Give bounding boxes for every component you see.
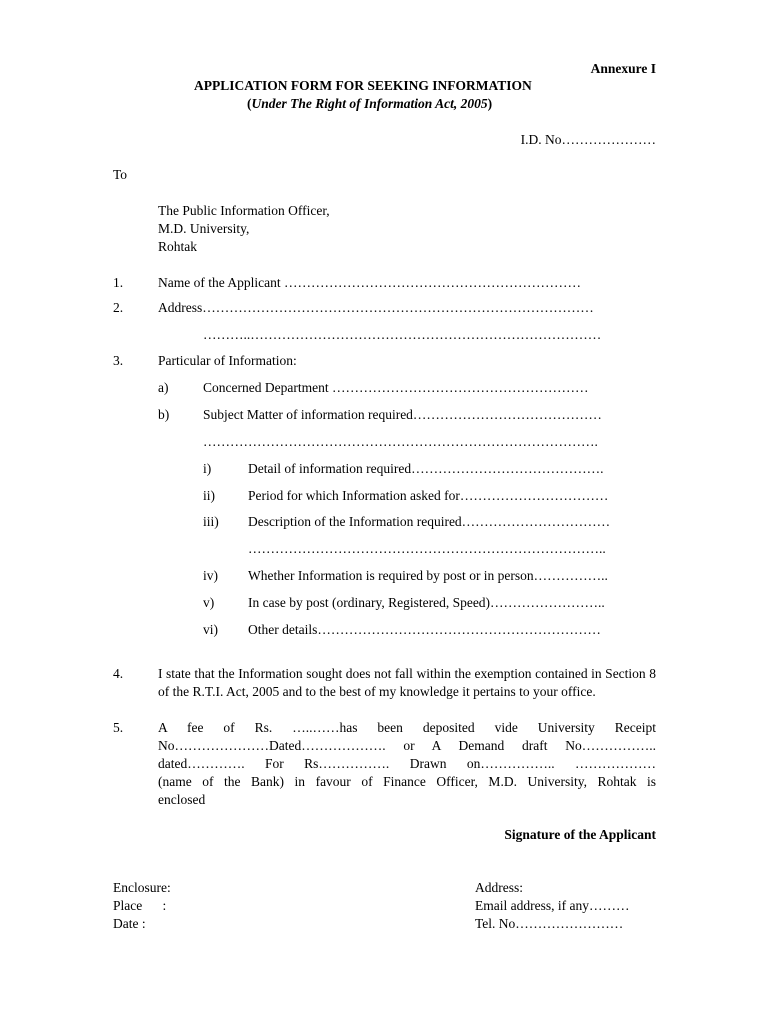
subtitle-paren-open: ( (247, 96, 252, 111)
sub-label-a: a) (158, 380, 169, 395)
email-field: Email address, if any……… (475, 898, 630, 913)
form-title: APPLICATION FORM FOR SEEKING INFORMATION (194, 78, 532, 93)
fee-line-4: (name of the Bank) in favour of Finance Officer, M.D. University, Rohtak is (158, 774, 656, 789)
annexure-label: Annexure I (590, 61, 656, 76)
footer-address-label: Address: (475, 880, 523, 895)
place-label: Place : (113, 898, 167, 913)
addressee-line-3: Rohtak (158, 239, 197, 254)
sub-label-iv: iv) (203, 568, 218, 583)
signature-label: Signature of the Applicant (504, 827, 656, 842)
post-or-person-field: Whether Information is required by post or in person…………….. (248, 568, 608, 583)
subject-matter-field: Subject Matter of information required…………………………………… (203, 407, 602, 422)
fee-line-3: dated…………. For Rs……………. Drawn on…………….. ……………… (158, 756, 656, 771)
form-subtitle (247, 95, 492, 113)
fee-line-5: enclosed (158, 792, 206, 807)
subtitle-text: Under The Right of Information Act, 2005 (251, 96, 488, 111)
post-type-field: In case by post (ordinary, Registered, Speed)…………………….. (248, 595, 605, 610)
particular-heading: Particular of Information: (158, 353, 297, 368)
enclosure-label: Enclosure: (113, 880, 171, 895)
item-number-3: 3. (113, 353, 124, 368)
item-number-5: 5. (113, 720, 124, 735)
addressee-line-2: M.D. University, (158, 221, 250, 236)
fee-line-1: A fee of Rs. …..……has been deposited vide University Receipt (158, 720, 656, 735)
detail-information-field: Detail of information required……………………………………. (248, 461, 604, 476)
sub-label-i: i) (203, 461, 212, 476)
sub-label-iii: iii) (203, 514, 219, 529)
fee-line-2: No…………………Dated………………. or A Demand draft No…………….. (158, 738, 656, 753)
description-continuation: …………………………………………………………………….. (248, 541, 606, 556)
description-field: Description of the Information required…………………………… (248, 514, 611, 529)
concerned-department-field: Concerned Department ………………………………………………… (203, 380, 589, 395)
exemption-statement: I state that the Information sought does not fall within the exemption contained in Section 8 of the R.T.I. Act, 2005 and to the best of my knowledge it pertains to your office. (158, 666, 656, 699)
date-label: Date : (113, 916, 146, 931)
subtitle-paren-close: ) (487, 96, 493, 111)
other-details-field: Other details……………………………………………………… (248, 622, 601, 637)
id-number-field: I.D. No………………… (520, 132, 656, 147)
sub-label-v: v) (203, 595, 215, 610)
to-label: To (113, 167, 128, 182)
addressee-line-1: The Public Information Officer, (158, 203, 330, 218)
item-number-4: 4. (113, 666, 124, 681)
telephone-field: Tel. No…………………… (475, 916, 624, 931)
item-number-2: 2. (113, 300, 124, 315)
address-field-continuation: ………..…………………………………………………………………… (203, 327, 602, 342)
item-number-1: 1. (113, 275, 124, 290)
sub-label-ii: ii) (203, 488, 215, 503)
applicant-name-field: Name of the Applicant ………………………………………………………… (158, 275, 581, 290)
sub-label-b: b) (158, 407, 170, 422)
period-field: Period for which Information asked for…………………………… (248, 488, 609, 503)
address-field: Address…………………………………………………………………………… (158, 300, 594, 315)
sub-label-vi: vi) (203, 622, 218, 637)
subject-matter-continuation: ……………………………………………………………………………. (203, 434, 598, 449)
